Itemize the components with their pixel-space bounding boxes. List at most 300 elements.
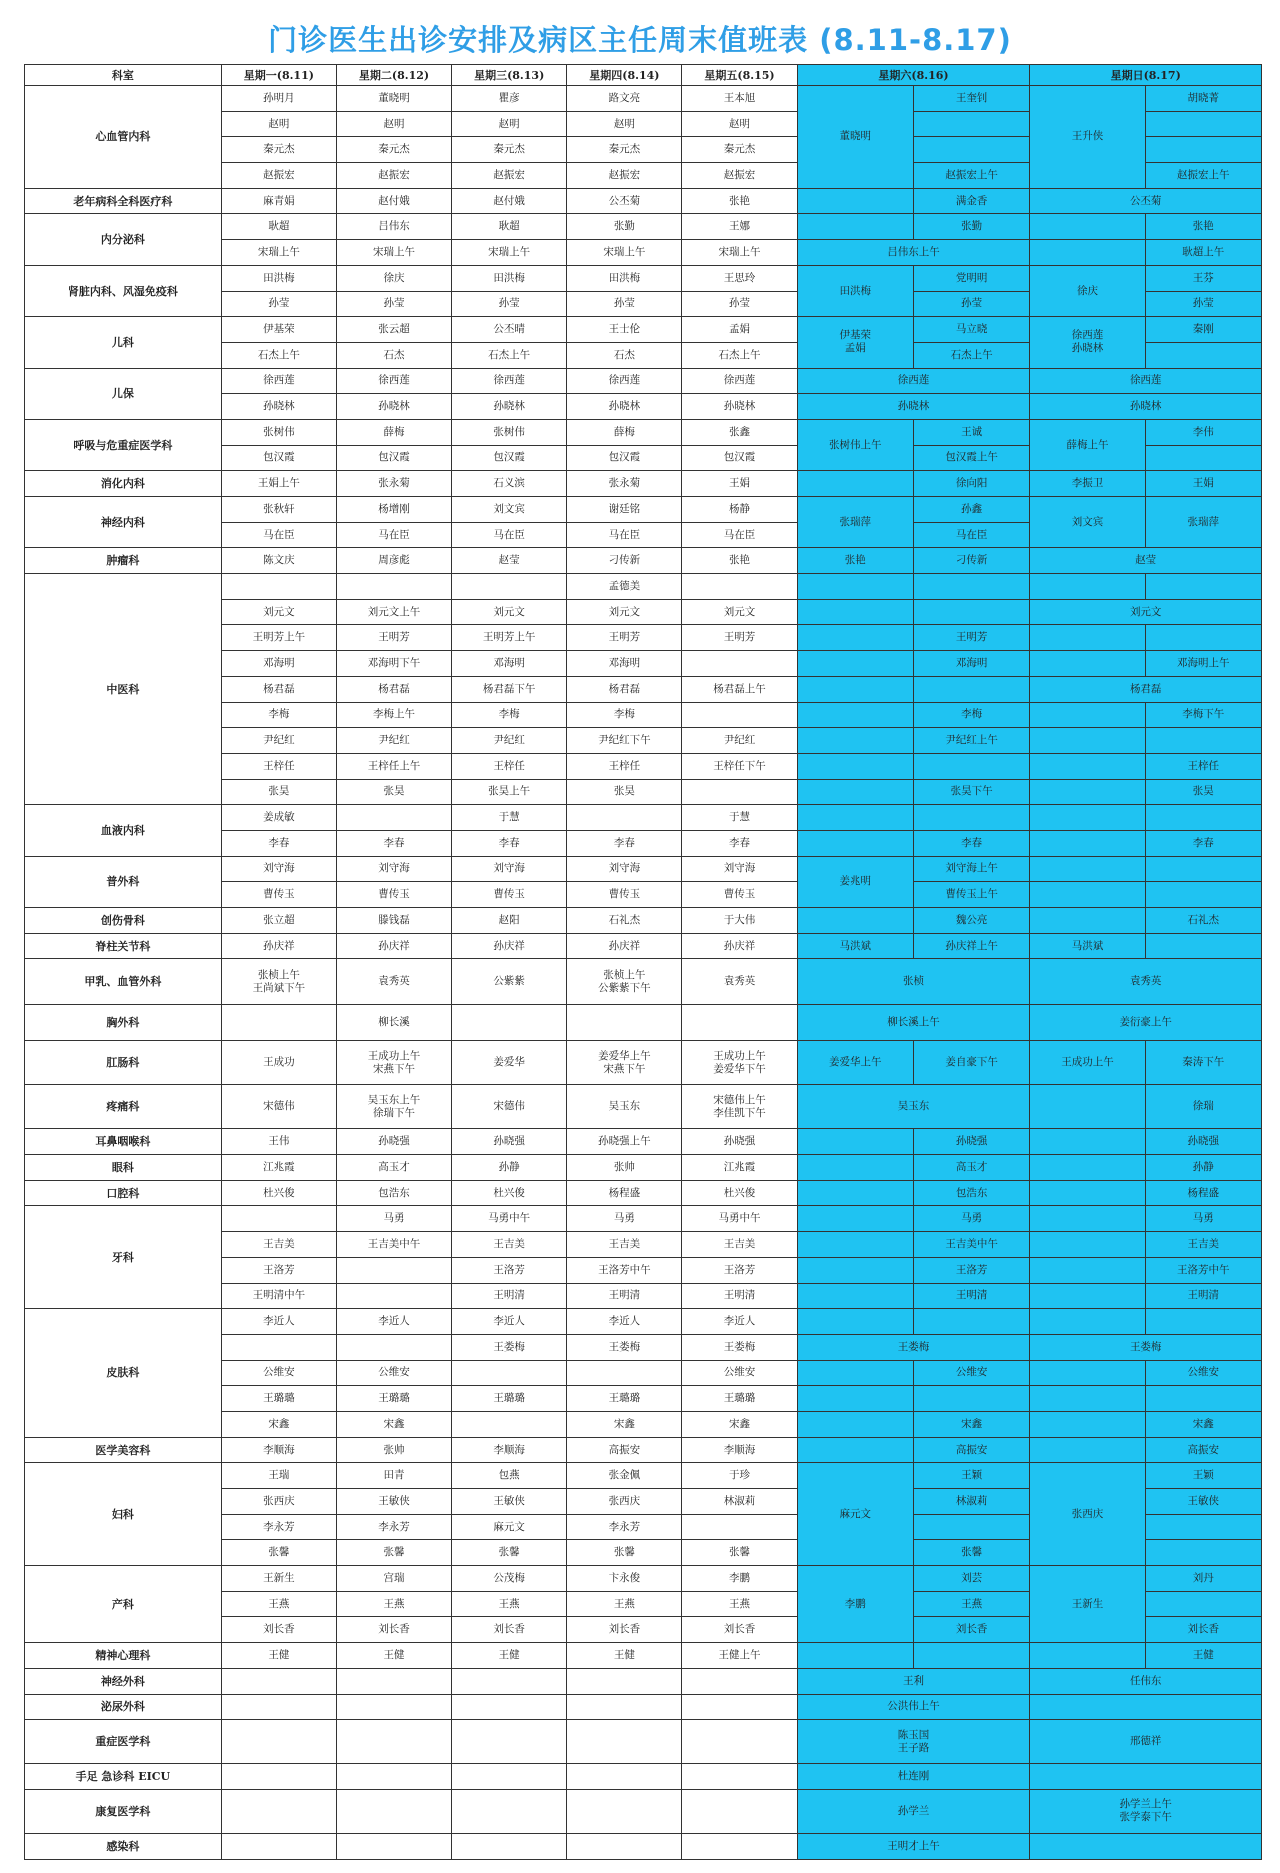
duty-cell: 杨君磊下午 <box>452 676 567 702</box>
duty-cell: 包浩东 <box>336 1180 451 1206</box>
duty-cell: 瞿彦 <box>452 86 567 112</box>
duty-cell: 耿超 <box>452 214 567 240</box>
duty-cell: 麻元文 <box>452 1514 567 1540</box>
duty-cell: 包汉霞 <box>221 445 336 471</box>
table-row <box>25 86 1262 112</box>
table-row <box>25 419 1262 445</box>
duty-cell: 刘长香 <box>452 1617 567 1643</box>
duty-cell <box>221 1668 336 1694</box>
duty-cell <box>1145 137 1261 163</box>
duty-cell: 秦元杰 <box>452 137 567 163</box>
duty-cell: 张艳 <box>1145 214 1261 240</box>
duty-cell: 柳长溪上午 <box>797 1004 1030 1041</box>
duty-cell: 袁秀英 <box>682 959 797 1004</box>
duty-cell: 赵振宏上午 <box>913 163 1029 189</box>
duty-cell: 徐西莲 <box>567 368 682 394</box>
duty-cell <box>567 1004 682 1041</box>
duty-cell: 公丕晴 <box>452 317 567 343</box>
table-row <box>25 1085 1262 1129</box>
duty-cell: 宋德伟上午 李佳凯下午 <box>682 1085 797 1129</box>
duty-cell: 杨程盛 <box>1145 1180 1261 1206</box>
page-title: 门诊医生出诊安排及病区主任周末值班表 (8.11-8.17) <box>268 23 1012 57</box>
header-row <box>25 65 1262 86</box>
duty-cell <box>913 1514 1029 1540</box>
duty-cell: 孙晓林 <box>567 394 682 420</box>
duty-cell: 马勇 <box>336 1206 451 1232</box>
duty-cell: 王梓任 <box>452 753 567 779</box>
duty-cell: 王吉美 <box>567 1232 682 1258</box>
duty-cell <box>567 1694 682 1720</box>
duty-cell: 王健 <box>567 1643 682 1669</box>
duty-cell: 孙庆祥 <box>567 933 682 959</box>
duty-cell: 尹纪红下午 <box>567 728 682 754</box>
duty-cell <box>336 1720 451 1764</box>
table-row <box>25 1129 1262 1155</box>
duty-cell: 宋鑫 <box>336 1411 451 1437</box>
duty-cell: 包汉霞 <box>682 445 797 471</box>
department-name: 神经外科 <box>25 1668 222 1694</box>
duty-cell: 王明芳上午 <box>452 625 567 651</box>
duty-cell <box>913 574 1029 600</box>
duty-cell: 李梅下午 <box>1145 702 1261 728</box>
duty-cell: 李梅 <box>567 702 682 728</box>
department-name: 肿瘤科 <box>25 548 222 574</box>
duty-cell <box>797 1232 913 1258</box>
duty-cell: 刁传新 <box>567 548 682 574</box>
duty-cell: 宋德伟 <box>221 1085 336 1129</box>
duty-cell: 赵明 <box>682 111 797 137</box>
duty-cell: 王明芳 <box>336 625 451 651</box>
duty-cell: 邓海明 <box>452 651 567 677</box>
duty-cell: 党明明 <box>913 265 1029 291</box>
duty-cell <box>1030 1180 1145 1206</box>
duty-cell: 宋鑫 <box>913 1411 1029 1437</box>
duty-cell: 王健上午 <box>682 1643 797 1669</box>
duty-cell: 赵明 <box>452 111 567 137</box>
duty-cell: 张永菊 <box>336 471 451 497</box>
duty-cell <box>1030 1085 1145 1129</box>
duty-cell: 孙莹 <box>336 291 451 317</box>
department-name: 妇科 <box>25 1463 222 1566</box>
duty-cell: 包汉霞 <box>336 445 451 471</box>
duty-cell: 王健 <box>452 1643 567 1669</box>
duty-cell: 张艳 <box>682 548 797 574</box>
duty-cell <box>452 1411 567 1437</box>
duty-cell: 徐庆 <box>1030 265 1145 316</box>
table-row <box>25 805 1262 831</box>
duty-cell: 张永菊 <box>567 471 682 497</box>
duty-cell: 李永芳 <box>221 1514 336 1540</box>
duty-cell: 赵振宏 <box>452 163 567 189</box>
duty-cell: 王燕 <box>913 1591 1029 1617</box>
duty-cell <box>682 651 797 677</box>
duty-cell: 王燕 <box>452 1591 567 1617</box>
duty-cell <box>797 625 913 651</box>
duty-cell: 刘守海 <box>221 856 336 882</box>
duty-cell: 张艳 <box>797 548 913 574</box>
duty-cell <box>567 1764 682 1790</box>
duty-cell <box>797 1155 913 1181</box>
duty-cell: 张勤 <box>567 214 682 240</box>
duty-cell: 王洛芳中午 <box>567 1257 682 1283</box>
duty-cell: 于大伟 <box>682 908 797 934</box>
duty-cell <box>1030 1360 1145 1386</box>
duty-cell: 李振卫 <box>1030 471 1145 497</box>
duty-cell: 石义滨 <box>452 471 567 497</box>
duty-cell <box>797 753 913 779</box>
duty-cell: 张昊上午 <box>452 779 567 805</box>
table-row <box>25 1463 1262 1489</box>
table-row <box>25 1180 1262 1206</box>
duty-cell: 石礼杰 <box>567 908 682 934</box>
duty-cell <box>797 1360 913 1386</box>
duty-cell <box>1145 1591 1261 1617</box>
duty-cell: 刘长香 <box>567 1617 682 1643</box>
duty-cell: 王洛芳 <box>913 1257 1029 1283</box>
duty-cell: 李梅 <box>913 702 1029 728</box>
duty-cell <box>1030 1694 1262 1720</box>
duty-cell <box>336 1283 451 1309</box>
duty-cell <box>1030 779 1145 805</box>
duty-cell: 满金香 <box>913 188 1029 214</box>
duty-cell: 王利 <box>797 1668 1030 1694</box>
department-name: 创伤骨科 <box>25 908 222 934</box>
duty-cell: 邓海明 <box>221 651 336 677</box>
duty-cell <box>797 908 913 934</box>
duty-cell: 王健 <box>336 1643 451 1669</box>
duty-cell: 马勇 <box>913 1206 1029 1232</box>
duty-cell <box>797 1643 913 1669</box>
duty-cell: 包浩东 <box>913 1180 1029 1206</box>
duty-cell: 赵明 <box>567 111 682 137</box>
duty-cell: 张桢 <box>797 959 1030 1004</box>
table-row <box>25 1566 1262 1592</box>
duty-cell: 曹传玉 <box>567 882 682 908</box>
duty-cell: 宋瑞上午 <box>567 240 682 266</box>
duty-cell <box>336 1334 451 1360</box>
duty-cell <box>221 1004 336 1041</box>
duty-cell: 孙庆祥上午 <box>913 933 1029 959</box>
duty-cell: 王娟上午 <box>221 471 336 497</box>
duty-cell: 孙庆祥 <box>221 933 336 959</box>
duty-cell: 赵振宏 <box>567 163 682 189</box>
duty-cell: 杨君磊 <box>221 676 336 702</box>
table-row <box>25 317 1262 343</box>
duty-cell: 尹纪红上午 <box>913 728 1029 754</box>
duty-cell: 刘元文上午 <box>336 599 451 625</box>
duty-cell: 王明才上午 <box>797 1833 1030 1859</box>
duty-cell: 赵阳 <box>452 908 567 934</box>
header-sat: 星期六(8.16) <box>797 65 1030 86</box>
duty-cell: 周彦彪 <box>336 548 451 574</box>
duty-cell <box>452 1833 567 1859</box>
duty-cell <box>797 574 913 600</box>
duty-cell <box>682 1789 797 1833</box>
duty-cell: 杜连刚 <box>797 1764 1030 1790</box>
duty-cell: 秦元杰 <box>567 137 682 163</box>
duty-cell <box>1030 1206 1145 1232</box>
duty-cell: 王奎钊 <box>913 86 1029 112</box>
duty-cell: 杨静 <box>682 497 797 523</box>
duty-cell: 王新生 <box>1030 1566 1145 1643</box>
duty-cell: 公维安 <box>682 1360 797 1386</box>
duty-cell: 高振安 <box>913 1437 1029 1463</box>
table-row <box>25 1437 1262 1463</box>
duty-cell: 尹纪红 <box>221 728 336 754</box>
duty-cell <box>682 1764 797 1790</box>
duty-cell: 王伟 <box>221 1129 336 1155</box>
duty-cell <box>452 1694 567 1720</box>
duty-cell: 任伟东 <box>1030 1668 1262 1694</box>
duty-cell: 刘长香 <box>1145 1617 1261 1643</box>
duty-cell: 赵振宏 <box>221 163 336 189</box>
duty-cell: 林淑莉 <box>913 1489 1029 1515</box>
duty-cell <box>1145 445 1261 471</box>
table-row <box>25 1789 1262 1833</box>
duty-cell: 王娜 <box>682 214 797 240</box>
duty-cell: 王瑞 <box>221 1463 336 1489</box>
duty-cell: 尹纪红 <box>682 728 797 754</box>
duty-cell <box>1145 625 1261 651</box>
header-fri: 星期五(8.15) <box>682 65 797 86</box>
duty-cell <box>1030 1643 1145 1669</box>
duty-cell <box>567 1668 682 1694</box>
duty-cell <box>797 214 913 240</box>
duty-cell: 马在臣 <box>913 522 1029 548</box>
duty-cell <box>1030 753 1145 779</box>
duty-cell: 田青 <box>336 1463 451 1489</box>
duty-cell: 高振安 <box>567 1437 682 1463</box>
duty-cell: 孙晓林 <box>797 394 1030 420</box>
duty-cell: 秦元杰 <box>682 137 797 163</box>
duty-schedule-table <box>24 64 1262 1860</box>
duty-cell: 王颖 <box>913 1463 1029 1489</box>
duty-cell: 刘元文 <box>682 599 797 625</box>
duty-cell: 宋瑞上午 <box>336 240 451 266</box>
duty-cell: 杨君磊 <box>567 676 682 702</box>
duty-cell: 张桢上午 王尚斌下午 <box>221 959 336 1004</box>
duty-cell: 王梓任上午 <box>336 753 451 779</box>
schedule-body <box>25 86 1262 1860</box>
duty-cell: 公洪伟上午 <box>797 1694 1030 1720</box>
duty-cell: 王新生 <box>221 1566 336 1592</box>
duty-cell: 王洛芳 <box>682 1257 797 1283</box>
duty-cell: 石礼杰 <box>1145 908 1261 934</box>
duty-cell: 徐西莲 <box>452 368 567 394</box>
duty-cell <box>1030 1155 1145 1181</box>
duty-cell: 孙晓强 <box>336 1129 451 1155</box>
duty-cell <box>1145 342 1261 368</box>
duty-cell <box>1030 574 1145 600</box>
duty-cell: 王娄梅 <box>567 1334 682 1360</box>
duty-cell <box>682 1514 797 1540</box>
duty-cell: 李永芳 <box>336 1514 451 1540</box>
duty-cell: 柳长溪 <box>336 1004 451 1041</box>
duty-cell <box>913 137 1029 163</box>
header-wed: 星期三(8.13) <box>452 65 567 86</box>
duty-cell: 刘元文 <box>1030 599 1262 625</box>
duty-cell: 路文亮 <box>567 86 682 112</box>
table-row <box>25 548 1262 574</box>
department-name: 甲乳、血管外科 <box>25 959 222 1004</box>
duty-cell <box>1030 625 1145 651</box>
duty-cell: 姜自豪下午 <box>913 1041 1029 1085</box>
duty-cell: 王吉美 <box>452 1232 567 1258</box>
duty-cell <box>336 1833 451 1859</box>
duty-cell: 石杰上午 <box>452 342 567 368</box>
table-row <box>25 471 1262 497</box>
duty-cell: 王娟 <box>682 471 797 497</box>
duty-cell <box>682 1833 797 1859</box>
duty-cell: 张金佩 <box>567 1463 682 1489</box>
duty-cell: 王璐璐 <box>452 1386 567 1412</box>
duty-cell: 王吉美 <box>221 1232 336 1258</box>
duty-cell: 张树伟 <box>452 419 567 445</box>
duty-cell: 滕钱磊 <box>336 908 451 934</box>
duty-cell: 王升侠 <box>1030 86 1145 189</box>
duty-cell <box>1030 1283 1145 1309</box>
duty-cell <box>797 1257 913 1283</box>
duty-cell: 孙鑫 <box>913 497 1029 523</box>
duty-cell <box>1145 882 1261 908</box>
duty-cell: 刘长香 <box>913 1617 1029 1643</box>
duty-cell <box>797 1386 913 1412</box>
duty-cell <box>567 1789 682 1833</box>
duty-cell: 刘长香 <box>336 1617 451 1643</box>
duty-cell: 杨程盛 <box>567 1180 682 1206</box>
duty-cell: 王明芳 <box>682 625 797 651</box>
table-row <box>25 1720 1262 1764</box>
duty-cell: 马洪斌 <box>1030 933 1145 959</box>
duty-cell: 张馨 <box>567 1540 682 1566</box>
duty-cell: 孙晓林 <box>1030 394 1262 420</box>
table-row <box>25 1764 1262 1790</box>
duty-cell: 王吉美中午 <box>336 1232 451 1258</box>
duty-cell <box>1145 1540 1261 1566</box>
duty-cell: 宋德伟 <box>452 1085 567 1129</box>
duty-cell <box>1145 933 1261 959</box>
duty-cell <box>913 599 1029 625</box>
duty-cell: 麻元文 <box>797 1463 913 1566</box>
duty-cell <box>1030 1386 1145 1412</box>
duty-cell <box>913 1643 1029 1669</box>
duty-cell <box>1145 805 1261 831</box>
duty-cell: 吕伟东上午 <box>797 240 1030 266</box>
duty-cell <box>913 111 1029 137</box>
duty-cell <box>1030 214 1145 240</box>
duty-cell: 袁秀英 <box>336 959 451 1004</box>
header-mon: 星期一(8.11) <box>221 65 336 86</box>
duty-cell: 董晓明 <box>336 86 451 112</box>
table-row <box>25 908 1262 934</box>
duty-cell: 孙庆祥 <box>452 933 567 959</box>
duty-cell: 杨君磊 <box>336 676 451 702</box>
duty-cell: 石杰上午 <box>221 342 336 368</box>
duty-cell: 尹纪红 <box>336 728 451 754</box>
department-name: 感染科 <box>25 1833 222 1859</box>
duty-cell: 王燕 <box>682 1591 797 1617</box>
duty-cell <box>913 1309 1029 1335</box>
department-name: 皮肤科 <box>25 1309 222 1437</box>
duty-cell: 邓海明上午 <box>1145 651 1261 677</box>
duty-cell: 吴玉东上午 徐瑞下午 <box>336 1085 451 1129</box>
duty-cell: 王洛芳中午 <box>1145 1257 1261 1283</box>
duty-cell <box>797 651 913 677</box>
duty-cell: 宫瑞 <box>336 1566 451 1592</box>
duty-cell: 徐向阳 <box>913 471 1029 497</box>
department-name: 神经内科 <box>25 497 222 548</box>
department-name: 医学美容科 <box>25 1437 222 1463</box>
duty-cell <box>1030 856 1145 882</box>
duty-cell: 王梓任 <box>1145 753 1261 779</box>
duty-cell <box>797 471 913 497</box>
department-name: 呼吸与危重症医学科 <box>25 419 222 470</box>
department-name: 内分泌科 <box>25 214 222 265</box>
duty-cell: 秦刚 <box>1145 317 1261 343</box>
header-dept: 科室 <box>25 65 222 86</box>
duty-cell: 王燕 <box>567 1591 682 1617</box>
department-name: 脊柱关节科 <box>25 933 222 959</box>
duty-cell: 邢德祥 <box>1030 1720 1262 1764</box>
duty-cell: 薛梅上午 <box>1030 419 1145 470</box>
table-row <box>25 1206 1262 1232</box>
table-row <box>25 1833 1262 1859</box>
duty-cell <box>797 805 913 831</box>
duty-cell: 张昊 <box>221 779 336 805</box>
duty-cell: 姜兆明 <box>797 856 913 907</box>
duty-cell: 刘守海 <box>682 856 797 882</box>
duty-cell <box>336 574 451 600</box>
duty-cell: 孙学兰上午 张学泰下午 <box>1030 1789 1262 1833</box>
duty-cell: 赵莹 <box>1030 548 1262 574</box>
duty-cell <box>682 1720 797 1764</box>
duty-cell: 刘长香 <box>682 1617 797 1643</box>
department-name: 儿科 <box>25 317 222 368</box>
duty-cell: 秦元杰 <box>221 137 336 163</box>
duty-cell: 孙庆祥 <box>682 933 797 959</box>
department-name: 重症医学科 <box>25 1720 222 1764</box>
duty-cell: 徐西莲 <box>336 368 451 394</box>
duty-cell: 赵付娥 <box>452 188 567 214</box>
duty-cell: 孙晓林 <box>452 394 567 420</box>
duty-cell: 江兆霞 <box>682 1155 797 1181</box>
duty-cell: 王娟 <box>1145 471 1261 497</box>
duty-cell <box>913 676 1029 702</box>
duty-cell <box>682 1004 797 1041</box>
duty-cell <box>797 1411 913 1437</box>
department-name: 精神心理科 <box>25 1643 222 1669</box>
duty-cell: 王敏侠 <box>1145 1489 1261 1515</box>
duty-cell: 曹传玉 <box>452 882 567 908</box>
duty-cell: 刘元文 <box>221 599 336 625</box>
duty-cell: 公维安 <box>1145 1360 1261 1386</box>
duty-cell: 胡晓菁 <box>1145 86 1261 112</box>
duty-cell: 孙莹 <box>1145 291 1261 317</box>
duty-cell: 董晓明 <box>797 86 913 189</box>
duty-cell <box>913 805 1029 831</box>
duty-cell: 徐西莲 <box>221 368 336 394</box>
duty-cell: 王明芳 <box>567 625 682 651</box>
duty-cell: 杜兴俊 <box>452 1180 567 1206</box>
duty-cell: 马在臣 <box>567 522 682 548</box>
duty-cell: 王璐璐 <box>682 1386 797 1412</box>
duty-cell: 田洪梅 <box>567 265 682 291</box>
duty-cell: 李顺海 <box>682 1437 797 1463</box>
duty-cell: 李梅 <box>221 702 336 728</box>
duty-cell <box>797 1180 913 1206</box>
duty-cell: 吴玉东 <box>797 1085 1030 1129</box>
duty-cell: 赵振宏 <box>336 163 451 189</box>
